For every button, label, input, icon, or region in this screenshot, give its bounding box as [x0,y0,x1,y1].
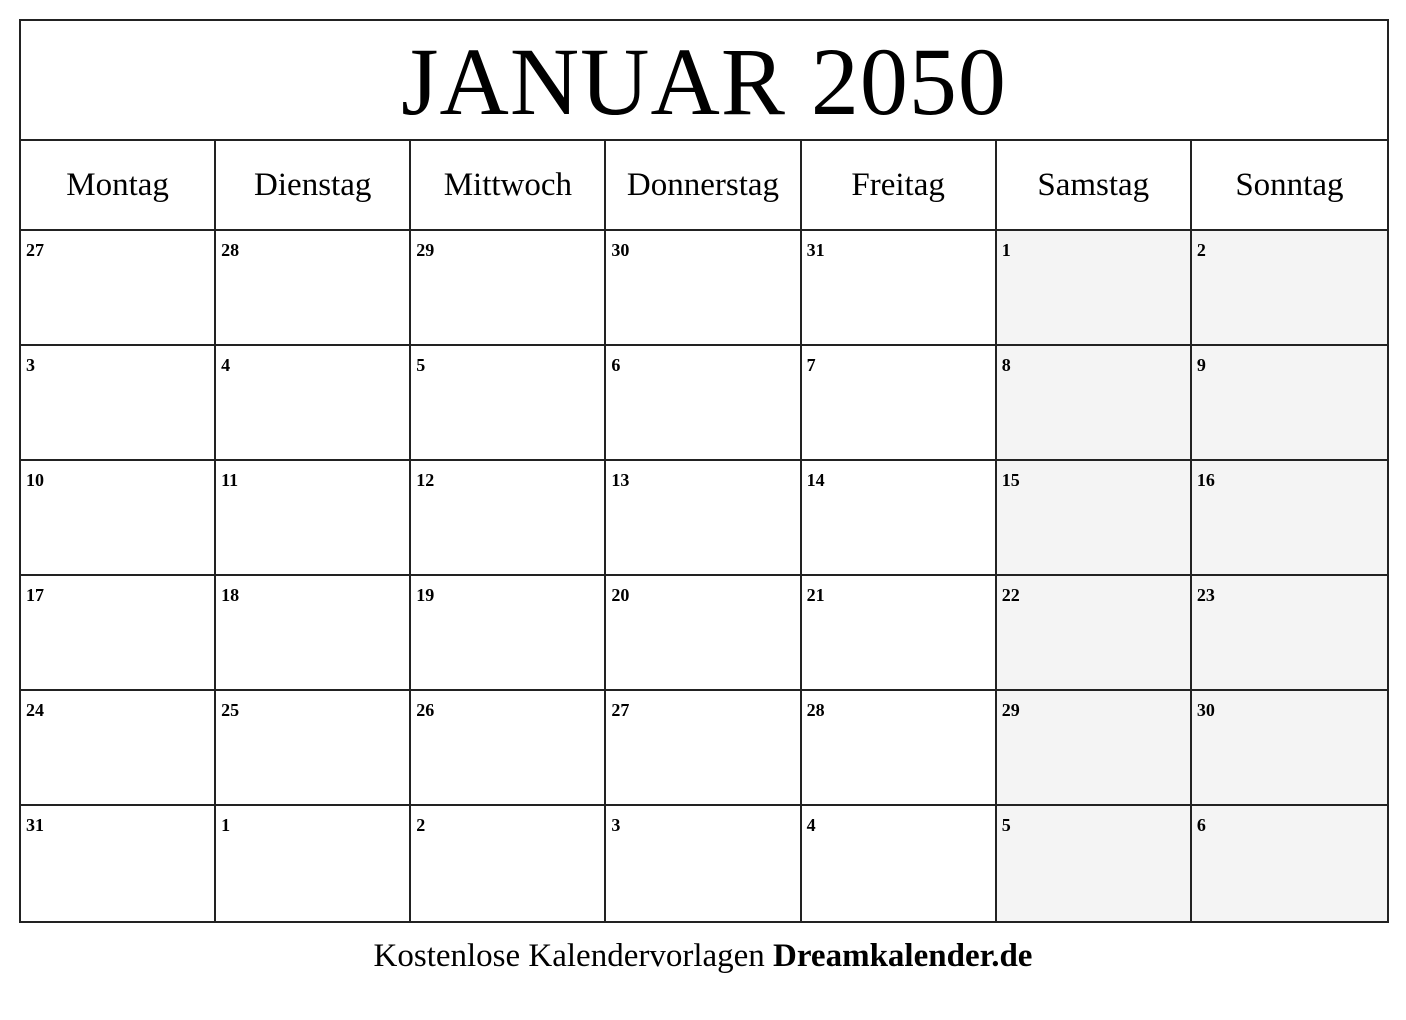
day-number: 14 [806,470,825,490]
day-number: 26 [416,700,435,720]
day-cell [411,806,606,921]
day-cell [21,691,216,806]
day-cell [997,576,1192,691]
day-number: 6 [1196,815,1206,835]
day-cell [997,691,1192,806]
day-number: 31 [806,240,825,260]
day-number: 3 [26,355,35,375]
day-cell [216,691,411,806]
day-cell [802,346,997,461]
day-cell [606,806,801,921]
day-number: 8 [1001,355,1011,375]
day-cell [411,231,606,346]
day-cell [216,231,411,346]
day-number: 20 [611,585,630,605]
day-cell [606,461,801,576]
day-grid [21,231,1387,921]
day-number: 4 [221,355,231,375]
day-cell [411,461,606,576]
day-number: 13 [611,470,630,490]
day-cell [21,346,216,461]
day-cell [21,231,216,346]
day-cell [411,576,606,691]
day-number: 29 [1001,700,1020,720]
day-cell [216,806,411,921]
day-number: 30 [611,240,630,260]
day-cell [216,346,411,461]
day-cell [21,806,216,921]
footer [0,938,1406,975]
day-cell [802,691,997,806]
day-cell [606,231,801,346]
day-cell [21,576,216,691]
day-number: 10 [26,470,44,490]
day-number: 3 [611,815,621,835]
day-cell [21,461,216,576]
day-number: 11 [221,470,239,490]
day-number: 27 [611,700,630,720]
calendar-title: JANUAR 2050 [401,28,1007,135]
day-number: 28 [806,700,825,720]
day-number: 15 [1001,470,1020,490]
day-cell [411,346,606,461]
day-cell [1192,691,1387,806]
title-row [21,21,1387,141]
day-number: 27 [26,240,44,260]
weekday-header-friday: Freitag [802,141,997,231]
weekday-header-thursday: Donnerstag [606,141,801,231]
day-number: 17 [26,585,44,605]
weekday-header-sunday: Sonntag [1192,141,1387,231]
day-number: 19 [416,585,435,605]
day-number: 24 [26,700,44,720]
day-cell [1192,461,1387,576]
weekday-header-wednesday: Mittwoch [411,141,606,231]
day-number: 31 [26,815,44,835]
day-number: 1 [221,815,231,835]
day-number: 29 [416,240,435,260]
day-cell [606,346,801,461]
day-cell [1192,576,1387,691]
day-number: 5 [416,355,426,375]
day-cell [216,461,411,576]
day-number: 9 [1196,355,1206,375]
day-number: 5 [1001,815,1011,835]
day-number: 30 [1196,700,1215,720]
footer-text: Kostenlose Kalendervorlagen [373,938,765,974]
day-cell [606,576,801,691]
day-cell [997,806,1192,921]
day-number: 6 [611,355,621,375]
day-cell [997,346,1192,461]
day-cell [1192,346,1387,461]
day-number: 16 [1196,470,1215,490]
day-cell [1192,806,1387,921]
day-number: 18 [221,585,240,605]
day-number: 25 [221,700,240,720]
day-number: 21 [806,585,825,605]
day-number: 28 [221,240,240,260]
day-number: 7 [806,355,816,375]
day-cell [997,231,1192,346]
day-cell [1192,231,1387,346]
weekday-header-monday: Montag [21,141,216,231]
day-cell [802,461,997,576]
day-cell [802,806,997,921]
calendar-table [19,19,1389,923]
footer-brand: Dreamkalender.de [773,938,1033,974]
day-number: 2 [1196,240,1206,260]
day-number: 4 [806,815,816,835]
day-cell [802,576,997,691]
weekday-header-saturday: Samstag [997,141,1192,231]
day-cell [802,231,997,346]
day-number: 2 [416,815,426,835]
day-cell [216,576,411,691]
day-number: 22 [1001,585,1020,605]
day-number: 1 [1001,240,1011,260]
weekday-header-row [21,141,1387,231]
day-cell [606,691,801,806]
day-number: 12 [416,470,435,490]
day-cell [997,461,1192,576]
weekday-header-tuesday: Dienstag [216,141,411,231]
day-cell [411,691,606,806]
day-number: 23 [1196,585,1215,605]
